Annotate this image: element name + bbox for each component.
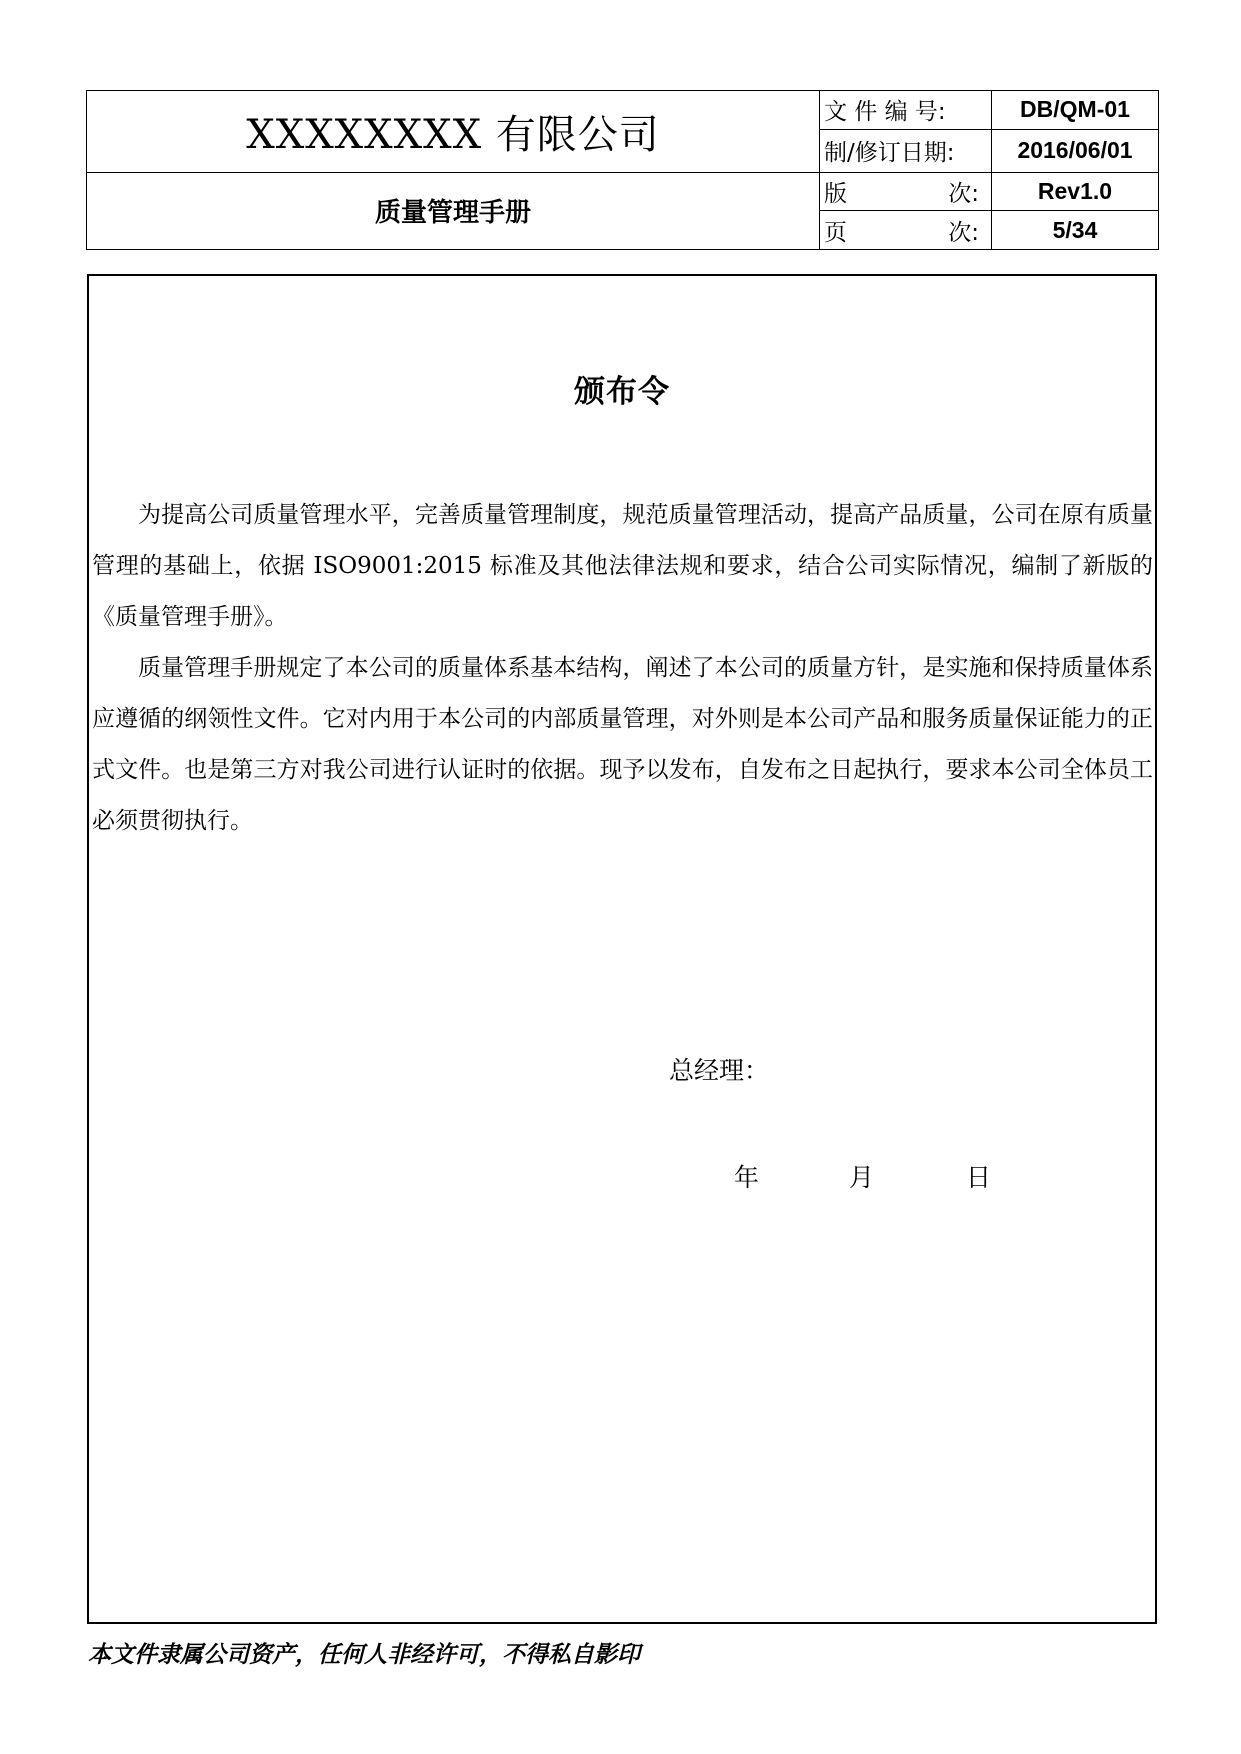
date-label xyxy=(820,129,992,172)
doc-no-label xyxy=(820,91,992,130)
page-value: 5/34 xyxy=(992,211,1159,250)
date-value: 2016/06/01 xyxy=(992,129,1159,172)
decree-content-box xyxy=(87,274,1157,1624)
company-name: XXXXXXXX 有限公司 xyxy=(87,91,820,173)
date-year-label: 年 xyxy=(734,1163,760,1192)
version-label-left: 版 xyxy=(824,180,847,207)
page-label-right: 次: xyxy=(948,219,979,246)
version-label xyxy=(820,172,992,211)
page-label-left: 页 xyxy=(824,219,847,246)
decree-paragraph-2: 质量管理手册规定了本公司的质量体系基本结构，阐述了本公司的质量方针，是实施和保持质量体系应遵循的纲领性文件。它对内用于本公司的内部质量管理，对外则是本公司产品和服务质量保证能力的正式文件。也是第三方对我公司进行认证时的依据。现予以发布，自发布之日起执行，要求本公司全体员工必须贯彻执行。 xyxy=(92,655,1153,834)
doc-no-label-text: 文 件 编 号: xyxy=(824,99,946,126)
decree-title: 颁布令 xyxy=(574,374,670,410)
version-value: Rev1.0 xyxy=(992,172,1159,211)
page-label xyxy=(820,211,992,250)
footer-copyright-note: 本文件隶属公司资产，任何人非经许可，不得私自影印 xyxy=(88,1642,640,1668)
date-month-label: 月 xyxy=(849,1163,875,1192)
manual-title: 质量管理手册 xyxy=(87,172,820,249)
signature-label: 总经理： xyxy=(669,1056,770,1085)
date-day-label: 日 xyxy=(966,1163,992,1192)
doc-no-value: DB/QM-01 xyxy=(992,91,1159,130)
version-label-right: 次: xyxy=(948,180,979,207)
decree-body xyxy=(92,490,1153,847)
date-label-text: 制/修订日期: xyxy=(824,140,955,167)
document-header-table xyxy=(86,90,1159,250)
decree-paragraph-1: 为提高公司质量管理水平，完善质量管理制度，规范质量管理活动，提高产品质量，公司在原有质量管理的基础上，依据 ISO9001:2015 标准及其他法律法规和要求，结合公司实际情况，编制了新版的《质量管理手册》。 xyxy=(92,502,1153,630)
